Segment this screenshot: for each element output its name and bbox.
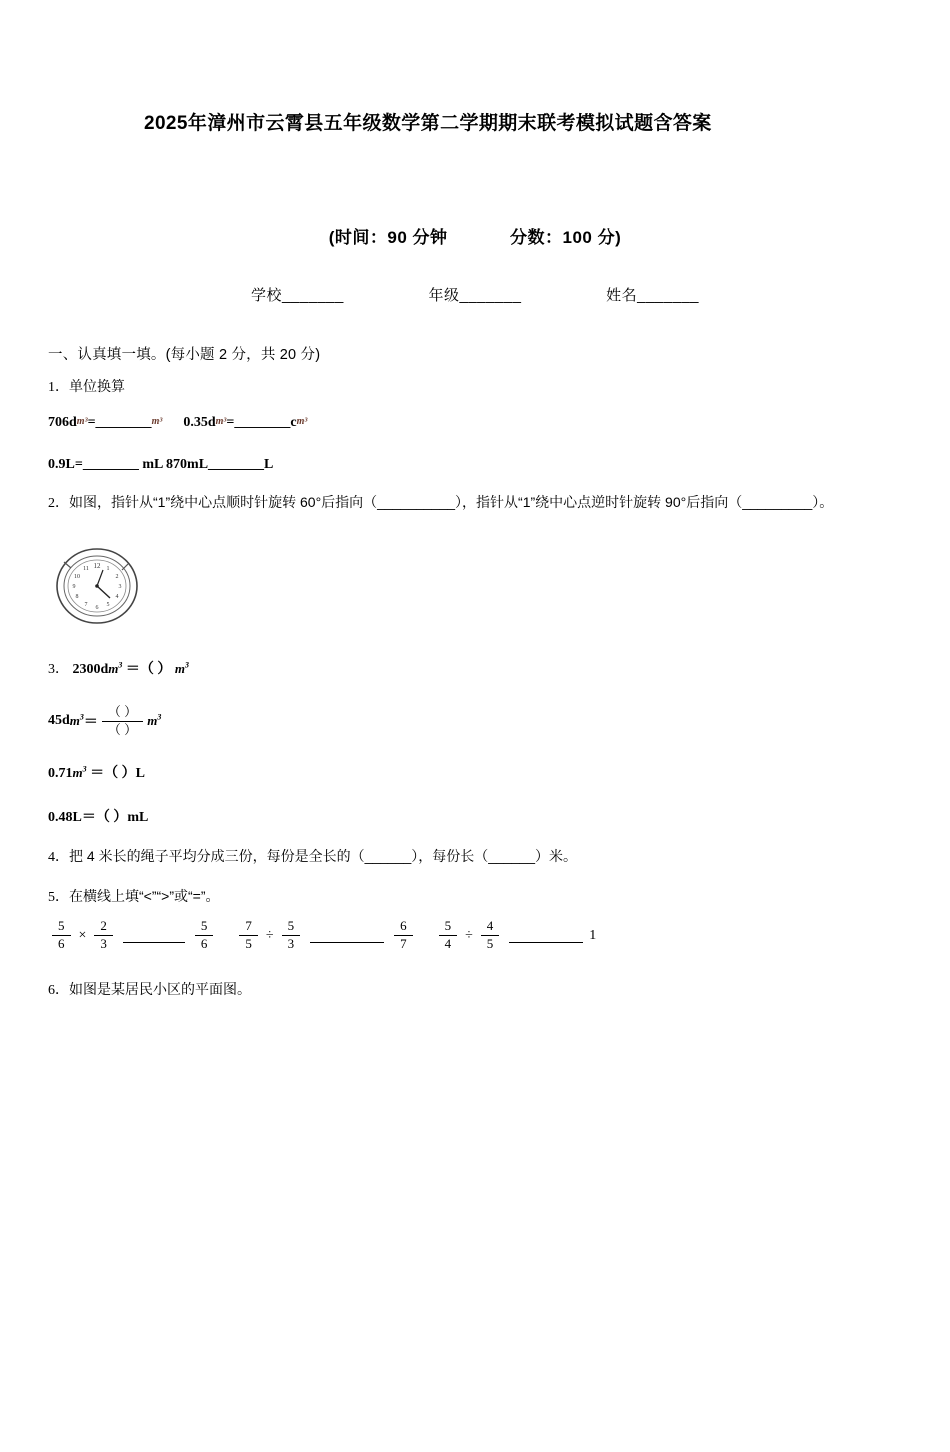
q1-left-unit: m³ bbox=[76, 416, 88, 428]
svg-text:6: 6 bbox=[95, 604, 99, 611]
svg-text:8: 8 bbox=[75, 593, 79, 600]
op-divide-1: ÷ bbox=[265, 927, 274, 943]
clock-icon bbox=[50, 536, 146, 632]
frac-8-den: 5 bbox=[481, 935, 500, 953]
frac-7-5 bbox=[239, 918, 258, 953]
frac-7-num: 5 bbox=[444, 918, 452, 934]
question-1 bbox=[48, 375, 902, 399]
q3-l2-unit2: $m^3$ bbox=[147, 712, 162, 729]
frac-1-den: 6 bbox=[52, 935, 71, 953]
question-3-line-1 bbox=[48, 658, 902, 678]
frac-1-num: 5 bbox=[58, 918, 65, 934]
frac-3-num: 5 bbox=[200, 918, 208, 934]
question-6-number: 6． bbox=[48, 983, 69, 999]
page-title: 2025年漳州市云霄县五年级数学第二学期期末联考模拟试题含答案 bbox=[144, 113, 712, 134]
frac-2-den: 3 bbox=[94, 935, 113, 953]
frac-6-7 bbox=[394, 918, 413, 953]
frac-4-den: 5 bbox=[239, 935, 258, 953]
frac-4-num: 7 bbox=[245, 918, 252, 934]
svg-text:5: 5 bbox=[106, 601, 110, 608]
question-2-text: 如图，指针从“1”绕中心点顺时针旋转 60°后指向（__________），指针从“1”绕中心点逆时针旋转 90°后指向（_________）。 bbox=[69, 494, 834, 511]
frac-5-6-b bbox=[195, 918, 214, 953]
frac-5-6 bbox=[52, 918, 71, 953]
q3-l3-unit: $m^3$ bbox=[72, 765, 87, 781]
student-fields bbox=[48, 284, 902, 305]
exam-score: 分数：100 分) bbox=[510, 228, 622, 247]
question-1-number: 1． bbox=[48, 380, 69, 395]
answer-blank-2[interactable] bbox=[310, 929, 384, 943]
frac-5-num: 5 bbox=[287, 918, 295, 934]
field-name: 姓名_______ bbox=[606, 287, 700, 304]
q3-l1-eq: ＝（ ） bbox=[125, 661, 172, 677]
svg-text:12: 12 bbox=[93, 561, 101, 570]
question-5-expressions bbox=[48, 918, 902, 953]
svg-text:9: 9 bbox=[72, 583, 76, 590]
question-6 bbox=[48, 979, 902, 999]
q3-l2-value: 45d bbox=[48, 713, 70, 729]
question-2-number: 2． bbox=[48, 496, 69, 512]
document-page bbox=[0, 108, 950, 1452]
svg-text:2: 2 bbox=[115, 573, 119, 580]
q1-mid-right-unit: m³ bbox=[296, 416, 308, 428]
frac-8-num: 4 bbox=[486, 918, 494, 934]
q3-l1-unit2: $m^3$ bbox=[174, 660, 190, 676]
question-1-text: 单位换算 bbox=[69, 378, 125, 394]
question-3-line-2 bbox=[48, 704, 902, 739]
q1-left-eq: =________ bbox=[87, 415, 152, 431]
question-5-text: 在横线上填“<”“>”或“=”。 bbox=[69, 888, 220, 905]
question-3-line-4: 0.48L＝（ ）mL bbox=[48, 810, 149, 826]
q3-frac-den: （ ） bbox=[102, 721, 143, 739]
frac-7-den: 4 bbox=[439, 935, 458, 953]
frac-6-num: 6 bbox=[400, 918, 407, 934]
question-6-text: 如图是某居民小区的平面图。 bbox=[69, 981, 251, 998]
q3-l2-unit: $m^3$ bbox=[69, 712, 84, 729]
svg-text:11: 11 bbox=[83, 565, 89, 572]
question-4-number: 4． bbox=[48, 850, 69, 866]
q3-l3-value: 0.71 bbox=[48, 766, 73, 782]
question-4 bbox=[48, 846, 902, 866]
question-1-line-1 bbox=[48, 415, 902, 431]
q3-l1-value: 2300d bbox=[72, 661, 109, 677]
q1-mid-eq: =________ bbox=[226, 415, 291, 431]
question-3-line-3 bbox=[48, 762, 902, 782]
frac-5-4 bbox=[439, 918, 458, 953]
q3-l2-eq: ＝ bbox=[83, 715, 98, 731]
field-grade: 年级_______ bbox=[428, 287, 522, 304]
svg-text:4: 4 bbox=[115, 593, 119, 600]
question-3-number: 3． bbox=[48, 661, 69, 677]
frac-6-den: 7 bbox=[394, 935, 413, 953]
answer-blank-3[interactable] bbox=[509, 929, 583, 943]
answer-blank-1[interactable] bbox=[123, 929, 185, 943]
frac-4-5 bbox=[481, 918, 500, 953]
q1-mid-unit: m³ bbox=[215, 416, 227, 428]
q3-l1-unit: $m^3$ bbox=[108, 660, 123, 676]
question-5-number: 5． bbox=[48, 890, 69, 906]
q3-l3-eq: ＝（ ）L bbox=[90, 766, 145, 782]
frac-2-num: 2 bbox=[100, 918, 107, 934]
frac-2-3 bbox=[94, 918, 113, 953]
svg-text:1: 1 bbox=[106, 565, 110, 572]
q1-right-unit: m³ bbox=[151, 416, 163, 428]
svg-text:10: 10 bbox=[74, 573, 80, 580]
op-divide-2: ÷ bbox=[465, 927, 473, 943]
svg-text:7: 7 bbox=[84, 601, 88, 608]
frac-5-3 bbox=[282, 918, 301, 953]
q1-left-value: 706d bbox=[48, 415, 77, 431]
question-1-line-2: 0.9L=________ mL 870mL________L bbox=[48, 457, 274, 473]
q3-frac-num: （ ） bbox=[107, 703, 138, 719]
svg-text:3: 3 bbox=[118, 583, 122, 590]
question-4-text: 把 4 米长的绳子平均分成三份，每份是全长的（______），每份长（______）米。 bbox=[69, 848, 577, 865]
q1-mid-value: 0.35d bbox=[183, 415, 216, 431]
value-one: 1 bbox=[589, 927, 597, 943]
clock-illustration bbox=[50, 536, 146, 632]
op-multiply-1: × bbox=[78, 927, 87, 943]
field-school: 学校_______ bbox=[250, 287, 344, 304]
exam-time: (时间：90 分钟 bbox=[328, 228, 448, 247]
question-2 bbox=[48, 489, 902, 518]
q3-fraction bbox=[102, 704, 143, 739]
q1-mid-right: c bbox=[290, 415, 297, 431]
frac-5-den: 3 bbox=[282, 935, 301, 953]
exam-meta bbox=[48, 223, 902, 248]
question-5 bbox=[48, 886, 902, 906]
frac-3-den: 6 bbox=[195, 935, 214, 953]
section-heading-1: 一、认真填一填。(每小题 2 分，共 20 分) bbox=[48, 347, 321, 363]
